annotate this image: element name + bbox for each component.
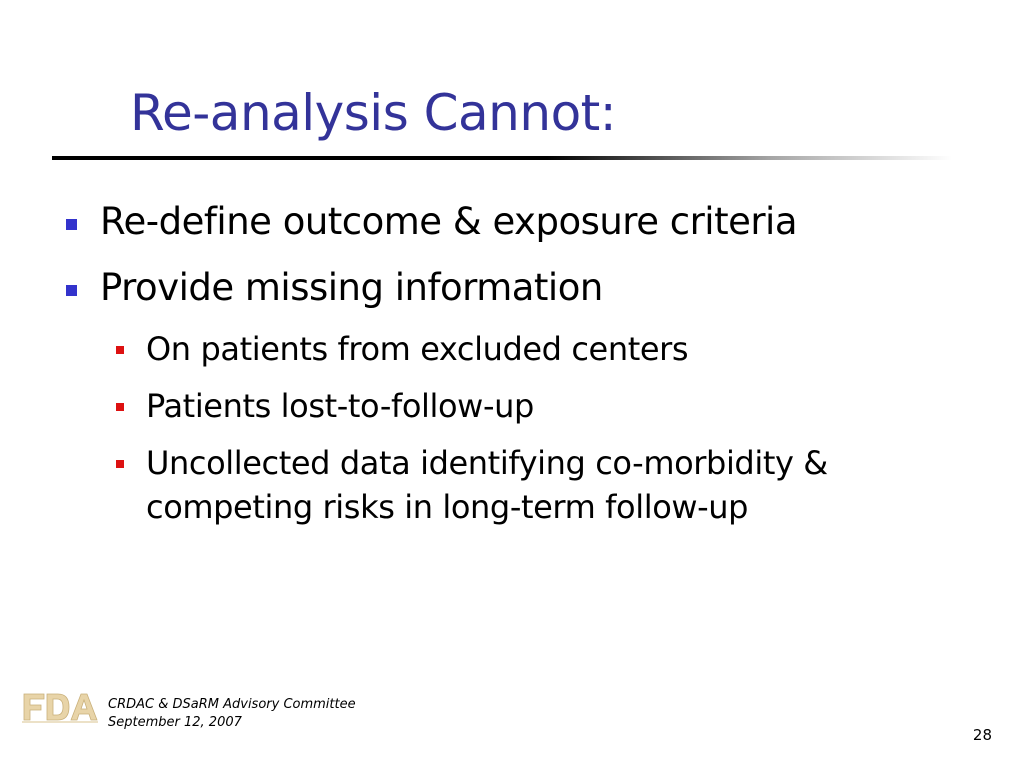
sub-bullet-text [146,441,828,529]
bullet-text: Provide missing information [100,266,603,309]
square-bullet-icon [66,285,77,296]
sub-bullet-text-line2: competing risks in long-term follow-up [146,488,749,526]
page-number: 28 [972,726,992,744]
footer-caption [108,696,356,732]
sub-bullet-text: On patients from excluded centers [146,330,689,368]
footer-date: September 12, 2007 [108,715,242,730]
square-bullet-icon [116,403,124,411]
slide-title: Re-analysis Cannot: [130,84,617,142]
fda-logo [22,690,98,724]
square-bullet-icon [116,460,124,468]
footer-committee: CRDAC & DSaRM Advisory Committee [108,697,356,712]
bullet-text: Re-define outcome & exposure criteria [100,200,798,243]
square-bullet-icon [116,346,124,354]
square-bullet-icon [66,219,77,230]
sub-bullet-text-line1: Uncollected data identifying co-morbidity & [146,444,828,482]
sub-bullet-text: Patients lost-to-follow-up [146,387,534,425]
